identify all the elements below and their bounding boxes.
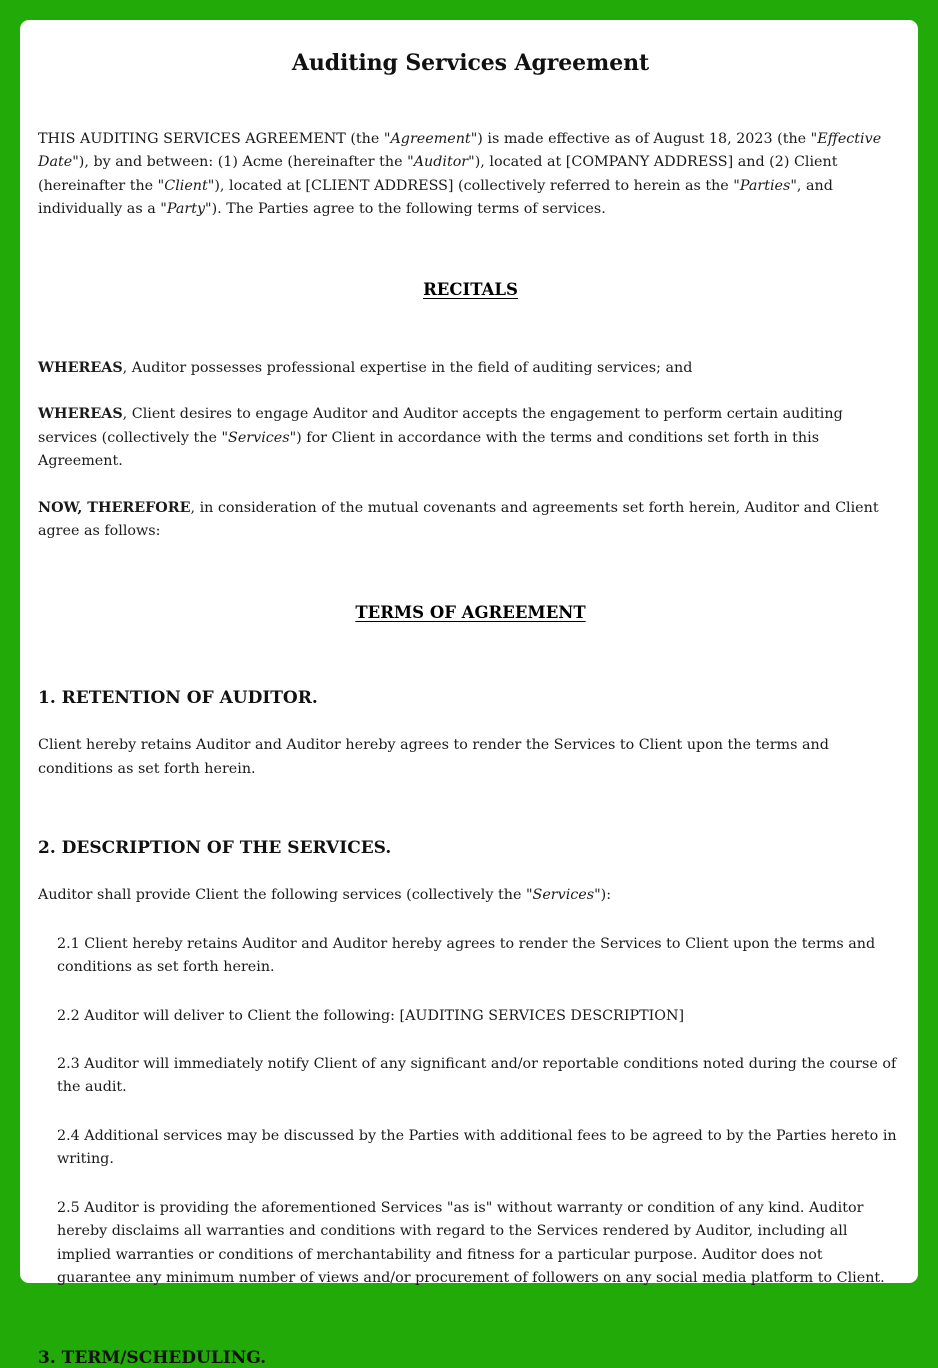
page-title: Auditing Services Agreement	[291, 50, 650, 76]
term-agreement: Agreement	[390, 131, 471, 147]
intro-suffix: "). The Parties agree to the following terms of services.	[205, 201, 606, 218]
section-2-lead	[38, 884, 903, 907]
term-party: Party	[166, 201, 206, 218]
intro-prefix: THIS AUDITING SERVICES AGREEMENT (the "	[38, 131, 391, 147]
section-2	[38, 838, 903, 1290]
intro-mid-5: ", and individually as a "	[38, 177, 833, 218]
intro-mid-3: "), located at [COMPANY ADDRESS] and (2) Client (hereinafter the "	[38, 154, 838, 194]
recital-clause-3-lead: NOW, THEREFORE	[38, 499, 191, 516]
recitals-heading-block	[38, 280, 903, 299]
recitals-clauses	[38, 357, 903, 544]
intro-mid-1: ") is made effective as of August 18, 2023 (the "	[470, 131, 818, 147]
intro-paragraph	[38, 128, 903, 222]
recital-clause-2	[38, 403, 903, 473]
term-auditor: Auditor	[413, 154, 469, 171]
intro-mid-2: "), by and between: (1) Acme (hereinafter the "	[72, 154, 414, 171]
recital-clause-2-text-a: , Client desires to engage Auditor and Auditor accepts the engagement to perform certain auditing services (collectively the "	[38, 406, 843, 446]
term-parties: Parties	[739, 177, 791, 194]
section-3	[38, 1348, 903, 1368]
recital-clause-3-text: , in consideration of the mutual covenants and agreements set forth herein, Auditor and Client agree as follows:	[38, 499, 879, 539]
section-2-item-2-2: 2.2 Auditor will deliver to Client the following: [AUDITING SERVICES DESCRIPTION]	[57, 1007, 685, 1024]
section-2-lead-a: Auditor shall provide Client the following services (collectively the "	[38, 887, 533, 904]
section-1	[38, 688, 903, 781]
recital-clause-2-text-b: ") for Client in accordance with the terms and conditions set forth in this Agreement.	[38, 429, 820, 470]
section-2-item-2-1: 2.1 Client hereby retains Auditor and Auditor hereby agrees to render the Services to Client upon the terms and conditions as set forth herein.	[57, 935, 876, 976]
term-effective-date: Effective Date	[38, 131, 882, 171]
section-2-lead-b: "):	[594, 887, 612, 904]
document-content	[20, 20, 918, 1368]
recital-clause-3	[38, 497, 903, 544]
terms-of-agreement-heading: TERMS OF AGREEMENT	[355, 603, 586, 623]
section-1-body: Client hereby retains Auditor and Auditor hereby agrees to render the Services to Client upon the terms and conditions as set forth herein.	[38, 737, 829, 777]
recital-clause-1-lead: WHEREAS	[38, 359, 123, 376]
term-services-section-2: Services	[532, 887, 595, 904]
recital-clause-2-lead: WHEREAS	[38, 406, 123, 423]
term-client: Client	[164, 177, 208, 194]
intro-paragraph-block	[38, 128, 903, 222]
section-2-item-2-4: 2.4 Additional services may be discussed by the Parties with additional fees to be agreed to by the Parties hereto in writing.	[57, 1127, 897, 1168]
recital-clause-1	[38, 357, 903, 380]
intro-mid-4: "), located at [CLIENT ADDRESS] (collectively referred to herein as the "	[207, 177, 740, 194]
recitals-heading: RECITALS	[423, 279, 518, 299]
section-1-heading: 1. RETENTION OF AUDITOR.	[38, 688, 318, 709]
term-services-recital: Services	[228, 429, 290, 446]
section-2-item-2-5: 2.5 Auditor is providing the aforementioned Services "as is" without warranty or condition of any kind. Auditor hereby disclaims all warranties and conditions with regard to the Services rendered by Auditor, including all implied warranties or conditions of merchantability and fitness for a particular purpose. Auditor does not guarantee any minimum number of views and/or procurement of followers on any social media platform to Client.	[57, 1199, 885, 1287]
section-3-heading: 3. TERM/SCHEDULING.	[38, 1347, 267, 1368]
section-2-item-2-3: 2.3 Auditor will immediately notify Client of any significant and/or reportable conditions noted during the course of the audit.	[57, 1056, 897, 1096]
document-page	[20, 20, 918, 1368]
section-2-heading: 2. DESCRIPTION OF THE SERVICES.	[38, 838, 392, 859]
terms-heading-block	[38, 603, 903, 622]
recital-clause-1-text: , Auditor possesses professional expertise in the field of auditing services; and	[122, 359, 693, 376]
